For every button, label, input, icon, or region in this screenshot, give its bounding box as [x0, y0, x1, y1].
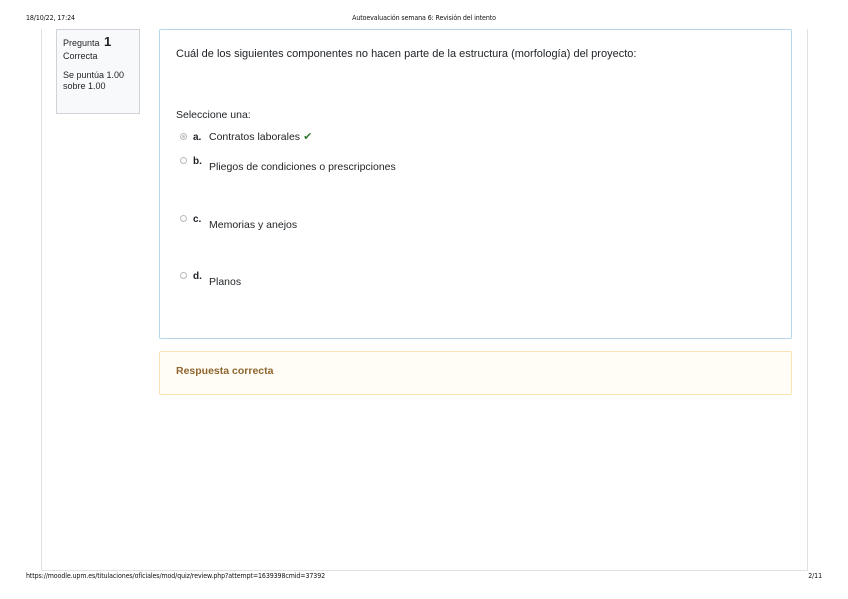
- question-info-panel: [56, 29, 140, 114]
- page-right-border: [807, 29, 808, 571]
- print-url: https://moodle.upm.es/titulaciones/oficiales/mod/quiz/review.php?attempt=1639398cmid=37392: [26, 572, 326, 580]
- option-text-d: Planos: [209, 276, 242, 288]
- answer-option-c: [180, 213, 298, 231]
- option-text-b: Pliegos de condiciones o prescripciones: [209, 161, 396, 173]
- print-page-title: Autoevaluación semana 6: Revisión del intento: [352, 14, 496, 22]
- question-grade: Se puntúa 1.00 sobre 1.00: [63, 70, 125, 91]
- option-letter-d: d.: [193, 271, 202, 282]
- option-letter-a: a.: [193, 132, 202, 143]
- feedback-text: Respuesta correcta: [176, 365, 274, 377]
- option-text-c: Memorias y anejos: [209, 219, 298, 231]
- answer-option-b: [180, 155, 396, 173]
- answer-prompt: Seleccione una:: [176, 109, 251, 121]
- print-page-number: 2/11: [808, 572, 822, 580]
- question-number: 1: [104, 34, 112, 49]
- option-letter-b: b.: [193, 156, 202, 167]
- option-letter-c: c.: [193, 214, 202, 225]
- question-number-line: [63, 36, 133, 49]
- radio-option-a: [180, 133, 187, 140]
- question-text: Cuál de los siguientes componentes no hacen parte de la estructura (morfología) del proyecto:: [176, 48, 637, 60]
- answer-option-d: [180, 270, 242, 288]
- radio-option-c: [180, 215, 187, 222]
- option-text-a: Contratos laborales: [209, 131, 301, 143]
- radio-option-b: [180, 157, 187, 164]
- page-left-border: [41, 29, 42, 571]
- answer-option-a: [180, 130, 312, 143]
- print-date: 18/10/22, 17:24: [26, 14, 75, 22]
- question-label: Pregunta: [63, 38, 100, 48]
- question-state: Correcta: [63, 51, 98, 61]
- check-icon: ✔: [303, 131, 313, 143]
- feedback-panel: [159, 351, 792, 395]
- page-bottom-border: [41, 570, 808, 571]
- radio-option-d: [180, 272, 187, 279]
- question-content-panel: [159, 29, 792, 339]
